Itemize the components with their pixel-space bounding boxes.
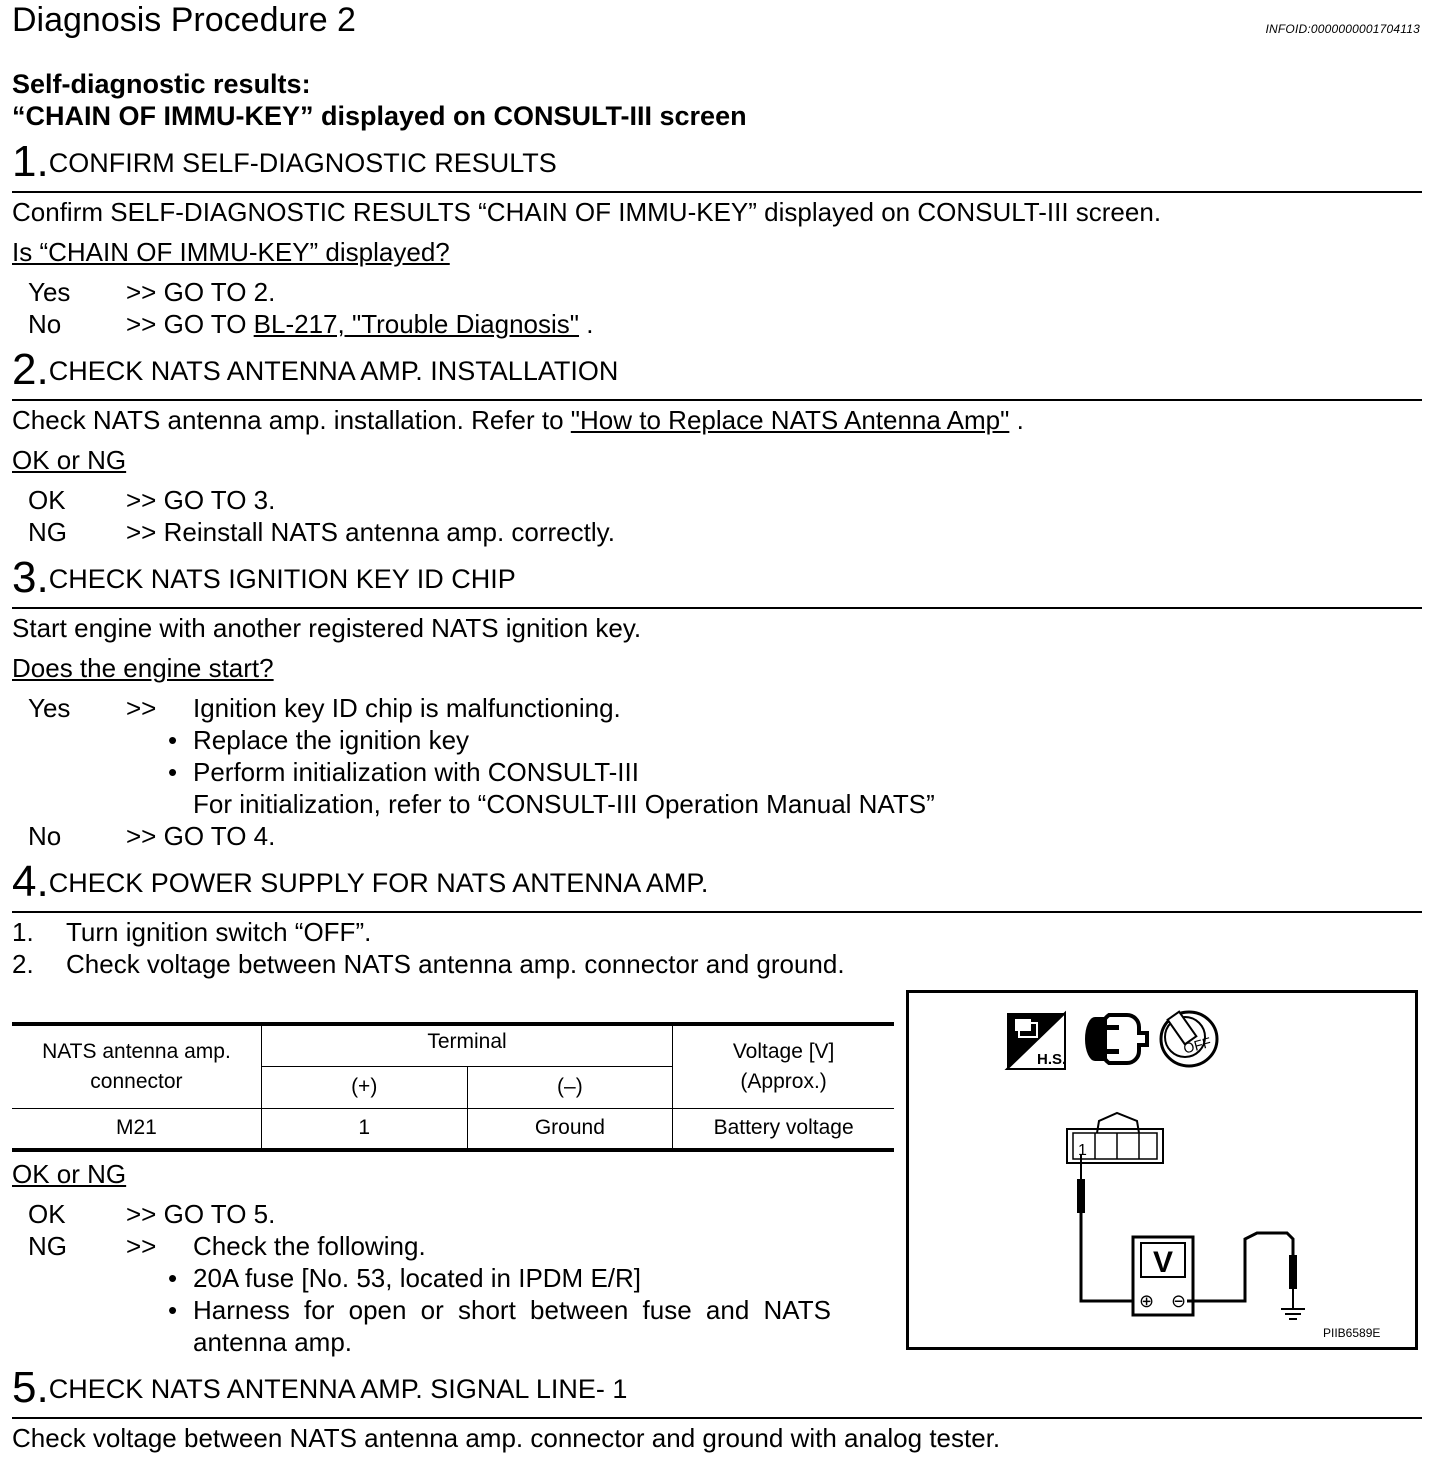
divider: [12, 911, 1422, 913]
answer-action: [126, 820, 275, 852]
intro-line-2: “CHAIN OF IMMU-KEY” displayed on CONSULT-III screen: [12, 101, 747, 131]
divider: [12, 607, 1422, 609]
hs-label: H.S.: [1037, 1051, 1067, 1068]
connector-header: NATS antenna amp. connector: [12, 1024, 261, 1108]
disconnect-icon: [1085, 1015, 1147, 1063]
bullet: •: [168, 1295, 178, 1325]
harness-connector-icon: [1007, 1013, 1066, 1069]
step-title: CHECK POWER SUPPLY FOR NATS ANTENNA AMP.: [48, 868, 709, 898]
step-2-heading: [12, 345, 619, 394]
answer-action: [126, 308, 593, 340]
answer-text: GO TO 4.: [163, 821, 276, 851]
step-title: CHECK NATS ANTENNA AMP. SIGNAL LINE- 1: [48, 1374, 628, 1404]
answer-text: GO TO 2.: [163, 277, 276, 307]
minus-header: (–): [467, 1066, 673, 1108]
bullet: •: [168, 1263, 178, 1293]
body-text: Check NATS antenna amp. installation. Refer to: [12, 405, 571, 435]
answer-label: No: [28, 309, 62, 339]
step-4-heading: [12, 857, 709, 906]
answer-text: Check the following.: [193, 1231, 426, 1261]
minus-cell: Ground: [467, 1108, 673, 1150]
page-title: Diagnosis Procedure 2: [12, 1, 356, 39]
trouble-diagnosis-link[interactable]: BL-217, "Trouble Diagnosis": [253, 309, 580, 339]
list-number: 2.: [12, 949, 34, 979]
ignition-off-icon: [1161, 1012, 1217, 1066]
bullet-extra: For initialization, refer to “CONSULT-III Operation Manual NATS”: [193, 789, 935, 819]
meter-plus-terminal: ⊕: [1139, 1291, 1155, 1312]
plus-header: (+): [261, 1066, 467, 1108]
answer-text: GO TO 3.: [163, 485, 276, 515]
divider: [12, 191, 1422, 193]
wiring-figure: [906, 990, 1418, 1350]
bullet-text: Harness for open or short between fuse and NATS: [193, 1295, 831, 1325]
answer-text: Reinstall NATS antenna amp. correctly.: [163, 517, 615, 547]
answer-label: NG: [28, 1231, 67, 1261]
step-1-question: Is “CHAIN OF IMMU-KEY” displayed?: [12, 237, 450, 267]
answer-action: [126, 484, 275, 516]
arrow: >>: [126, 309, 157, 339]
figure-code: PIIB6589E: [1323, 1326, 1381, 1340]
step-5-body: Check voltage between NATS antenna amp. connector and ground with analog tester.: [12, 1423, 1001, 1453]
answer-label: Yes: [28, 277, 71, 307]
bullet: •: [168, 757, 178, 787]
bullet-text: Perform initialization with CONSULT-III: [193, 757, 639, 787]
info-id: INFOID:0000000001704113: [1265, 22, 1420, 36]
step-number: 2.: [12, 345, 49, 394]
step-2-body: [12, 404, 1024, 436]
step-5-heading: [12, 1363, 628, 1412]
step-4-question: OK or NG: [12, 1159, 127, 1189]
answer-action: [126, 516, 615, 548]
voltage-header: Voltage [V] (Approx.): [673, 1024, 894, 1108]
step-1-heading: [12, 137, 557, 186]
step-number: 5.: [12, 1363, 49, 1412]
positive-probe: [1077, 1155, 1139, 1301]
arrow: >>: [126, 277, 157, 307]
answer-text: Ignition key ID chip is malfunctioning.: [193, 693, 621, 723]
plus-cell: 1: [261, 1108, 467, 1150]
voltmeter: [1133, 1237, 1193, 1315]
arrow: >>: [126, 517, 157, 547]
step-2-question: OK or NG: [12, 445, 127, 475]
list-number: 1.: [12, 917, 34, 947]
answer-label: OK: [28, 485, 66, 515]
bullet: •: [168, 725, 178, 755]
step-3-body: Start engine with another registered NATS ignition key.: [12, 613, 642, 643]
meter-minus-terminal: ⊖: [1171, 1291, 1187, 1312]
list-text: Check voltage between NATS antenna amp. connector and ground.: [66, 949, 845, 979]
arrow: >>: [126, 693, 157, 723]
answer-text-suffix: .: [579, 309, 594, 339]
answer-label: OK: [28, 1199, 66, 1229]
answer-label: NG: [28, 517, 67, 547]
step-title: CONFIRM SELF-DIAGNOSTIC RESULTS: [48, 148, 557, 178]
negative-probe: [1187, 1233, 1297, 1309]
answer-label: Yes: [28, 693, 71, 723]
step-number: 4.: [12, 857, 49, 906]
terminal-header: Terminal: [261, 1024, 672, 1066]
connector-cell: M21: [12, 1108, 261, 1150]
step-title: CHECK NATS ANTENNA AMP. INSTALLATION: [48, 356, 619, 386]
replace-antenna-amp-link[interactable]: "How to Replace NATS Antenna Amp": [570, 405, 1010, 435]
step-3-heading: [12, 553, 516, 602]
arrow: >>: [126, 821, 157, 851]
voltage-cell: Battery voltage: [673, 1108, 894, 1150]
step-title: CHECK NATS IGNITION KEY ID CHIP: [48, 564, 516, 594]
intro-line-1: Self-diagnostic results:: [12, 69, 311, 99]
arrow: >>: [126, 485, 157, 515]
answer-text: GO TO 5.: [163, 1199, 276, 1229]
bullet-extra: antenna amp.: [193, 1327, 353, 1357]
divider: [12, 399, 1422, 401]
off-label: OFF: [1181, 1033, 1213, 1057]
bullet-text: 20A fuse [No. 53, located in IPDM E/R]: [193, 1263, 642, 1293]
body-suffix: .: [1009, 405, 1024, 435]
voltage-check-diagram: [909, 993, 1415, 1347]
divider: [12, 1417, 1422, 1419]
step-1-body: Confirm SELF-DIAGNOSTIC RESULTS “CHAIN OF IMMU-KEY” displayed on CONSULT-III screen.: [12, 197, 1162, 227]
step-number: 3.: [12, 553, 49, 602]
meter-v-label: V: [1153, 1246, 1174, 1279]
voltage-spec-table: [12, 1022, 894, 1152]
answer-label: No: [28, 821, 62, 851]
bullet-text: Replace the ignition key: [193, 725, 470, 755]
step-3-question: Does the engine start?: [12, 653, 274, 683]
answer-action: [126, 1198, 275, 1230]
pin-label: 1: [1078, 1142, 1087, 1159]
arrow: >>: [126, 1199, 157, 1229]
step-number: 1.: [12, 137, 49, 186]
answer-text: GO TO: [163, 309, 254, 339]
ground-icon: [1281, 1309, 1305, 1319]
arrow: >>: [126, 1231, 157, 1261]
answer-action: [126, 276, 275, 308]
list-text: Turn ignition switch “OFF”.: [66, 917, 372, 947]
